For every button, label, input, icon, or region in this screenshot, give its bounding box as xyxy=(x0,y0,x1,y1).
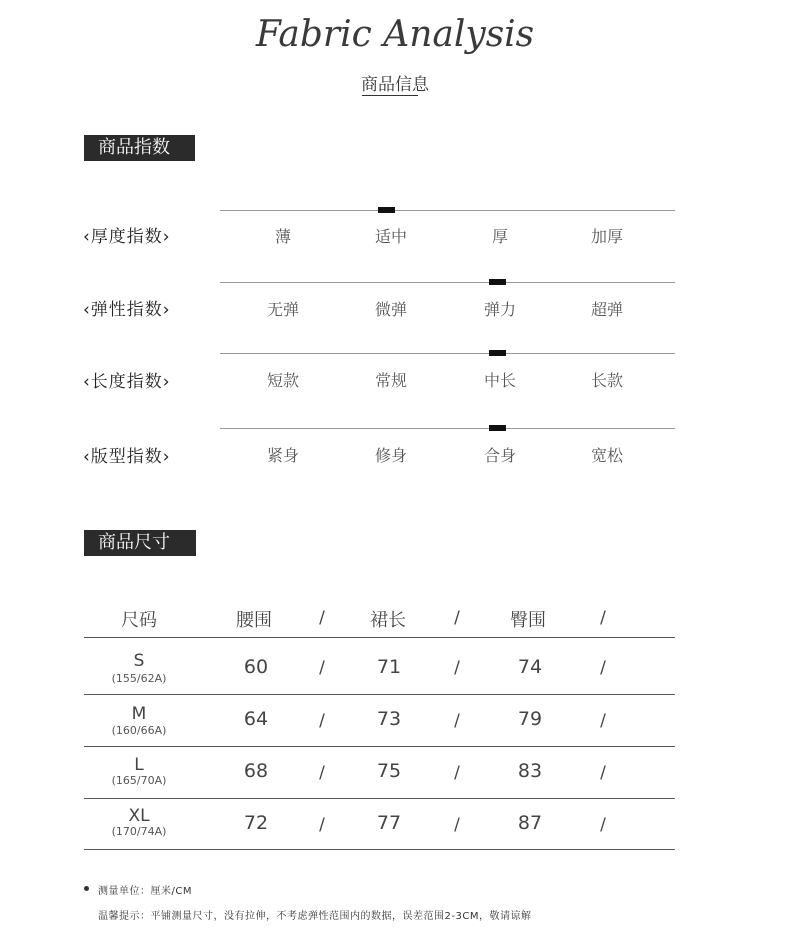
length-value: 71 xyxy=(376,656,402,678)
hip-header: 臀围 xyxy=(510,610,546,631)
size-section-tag: 商品尺寸 xyxy=(84,530,196,556)
page-subtitle: 商品信息 xyxy=(361,75,429,95)
table-divider xyxy=(84,798,675,799)
waist-value: 60 xyxy=(243,656,269,678)
column-separator: / xyxy=(454,658,460,678)
column-separator: / xyxy=(319,608,325,628)
size-spec: (170/74A) xyxy=(111,825,167,838)
length-scale-line xyxy=(220,353,675,354)
column-separator: / xyxy=(319,658,325,678)
fit-option: 宽松 xyxy=(590,446,623,465)
elasticity-marker xyxy=(489,279,506,285)
column-separator: / xyxy=(454,763,460,783)
length-index-label: ‹长度指数› xyxy=(83,372,171,392)
subtitle-underline xyxy=(362,95,418,96)
fit-scale-line xyxy=(220,428,675,429)
length-option: 长款 xyxy=(590,371,623,390)
size-code: XL xyxy=(128,806,150,826)
column-separator: / xyxy=(600,608,606,628)
elasticity-scale-line xyxy=(220,282,675,283)
elasticity-option: 超弹 xyxy=(590,300,623,319)
page-title: Fabric Analysis xyxy=(255,14,535,55)
size-header: 尺码 xyxy=(121,610,157,631)
fit-option: 合身 xyxy=(483,446,516,465)
table-divider xyxy=(84,746,675,747)
size-spec: (160/66A) xyxy=(111,724,167,737)
tip-note: 温馨提示：平铺测量尺寸，没有拉伸，不考虑弹性范围内的数据，误差范围2-3CM，敬请谅解 xyxy=(98,911,532,922)
elasticity-index-label: ‹弹性指数› xyxy=(83,300,171,320)
elasticity-option: 微弹 xyxy=(374,300,407,319)
size-code: S xyxy=(133,651,145,671)
waist-value: 68 xyxy=(243,760,269,782)
hip-value: 79 xyxy=(517,708,543,730)
hip-value: 87 xyxy=(517,812,543,834)
length-option: 常规 xyxy=(374,371,407,390)
length-value: 77 xyxy=(376,812,402,834)
size-code: M xyxy=(131,704,147,724)
table-divider xyxy=(84,694,675,695)
column-separator: / xyxy=(454,608,460,628)
elasticity-option: 弹力 xyxy=(483,300,516,319)
thickness-option: 厚 xyxy=(491,227,508,246)
bullet-dot xyxy=(84,886,89,891)
length-value: 75 xyxy=(376,760,402,782)
size-spec: (155/62A) xyxy=(111,672,167,685)
fit-option: 紧身 xyxy=(266,446,299,465)
elasticity-option: 无弹 xyxy=(266,300,299,319)
hip-value: 83 xyxy=(517,760,543,782)
index-section-tag: 商品指数 xyxy=(84,135,195,161)
thickness-option: 加厚 xyxy=(590,227,623,246)
hip-value: 74 xyxy=(517,656,543,678)
column-separator: / xyxy=(319,711,325,731)
waist-value: 72 xyxy=(243,812,269,834)
size-spec: (165/70A) xyxy=(111,774,167,787)
table-divider xyxy=(84,849,675,850)
column-separator: / xyxy=(319,763,325,783)
column-separator: / xyxy=(454,711,460,731)
column-separator: / xyxy=(600,815,606,835)
length-value: 73 xyxy=(376,708,402,730)
column-separator: / xyxy=(600,658,606,678)
column-separator: / xyxy=(319,815,325,835)
thickness-option: 适中 xyxy=(374,227,407,246)
table-divider xyxy=(84,637,675,638)
waist-value: 64 xyxy=(243,708,269,730)
column-separator: / xyxy=(600,711,606,731)
waist-header: 腰围 xyxy=(236,610,272,631)
unit-note: 测量单位：厘米/CM xyxy=(98,886,192,897)
thickness-index-label: ‹厚度指数› xyxy=(83,227,171,247)
size-code: L xyxy=(134,755,144,775)
fit-index-label: ‹版型指数› xyxy=(83,447,171,467)
length-header: 裙长 xyxy=(370,610,406,631)
length-option: 中长 xyxy=(483,371,516,390)
fit-option: 修身 xyxy=(374,446,407,465)
thickness-option: 薄 xyxy=(274,227,291,246)
length-marker xyxy=(489,350,506,356)
column-separator: / xyxy=(454,815,460,835)
thickness-scale-line xyxy=(220,210,675,211)
column-separator: / xyxy=(600,763,606,783)
fit-marker xyxy=(489,425,506,431)
length-option: 短款 xyxy=(266,371,299,390)
thickness-marker xyxy=(378,207,395,213)
